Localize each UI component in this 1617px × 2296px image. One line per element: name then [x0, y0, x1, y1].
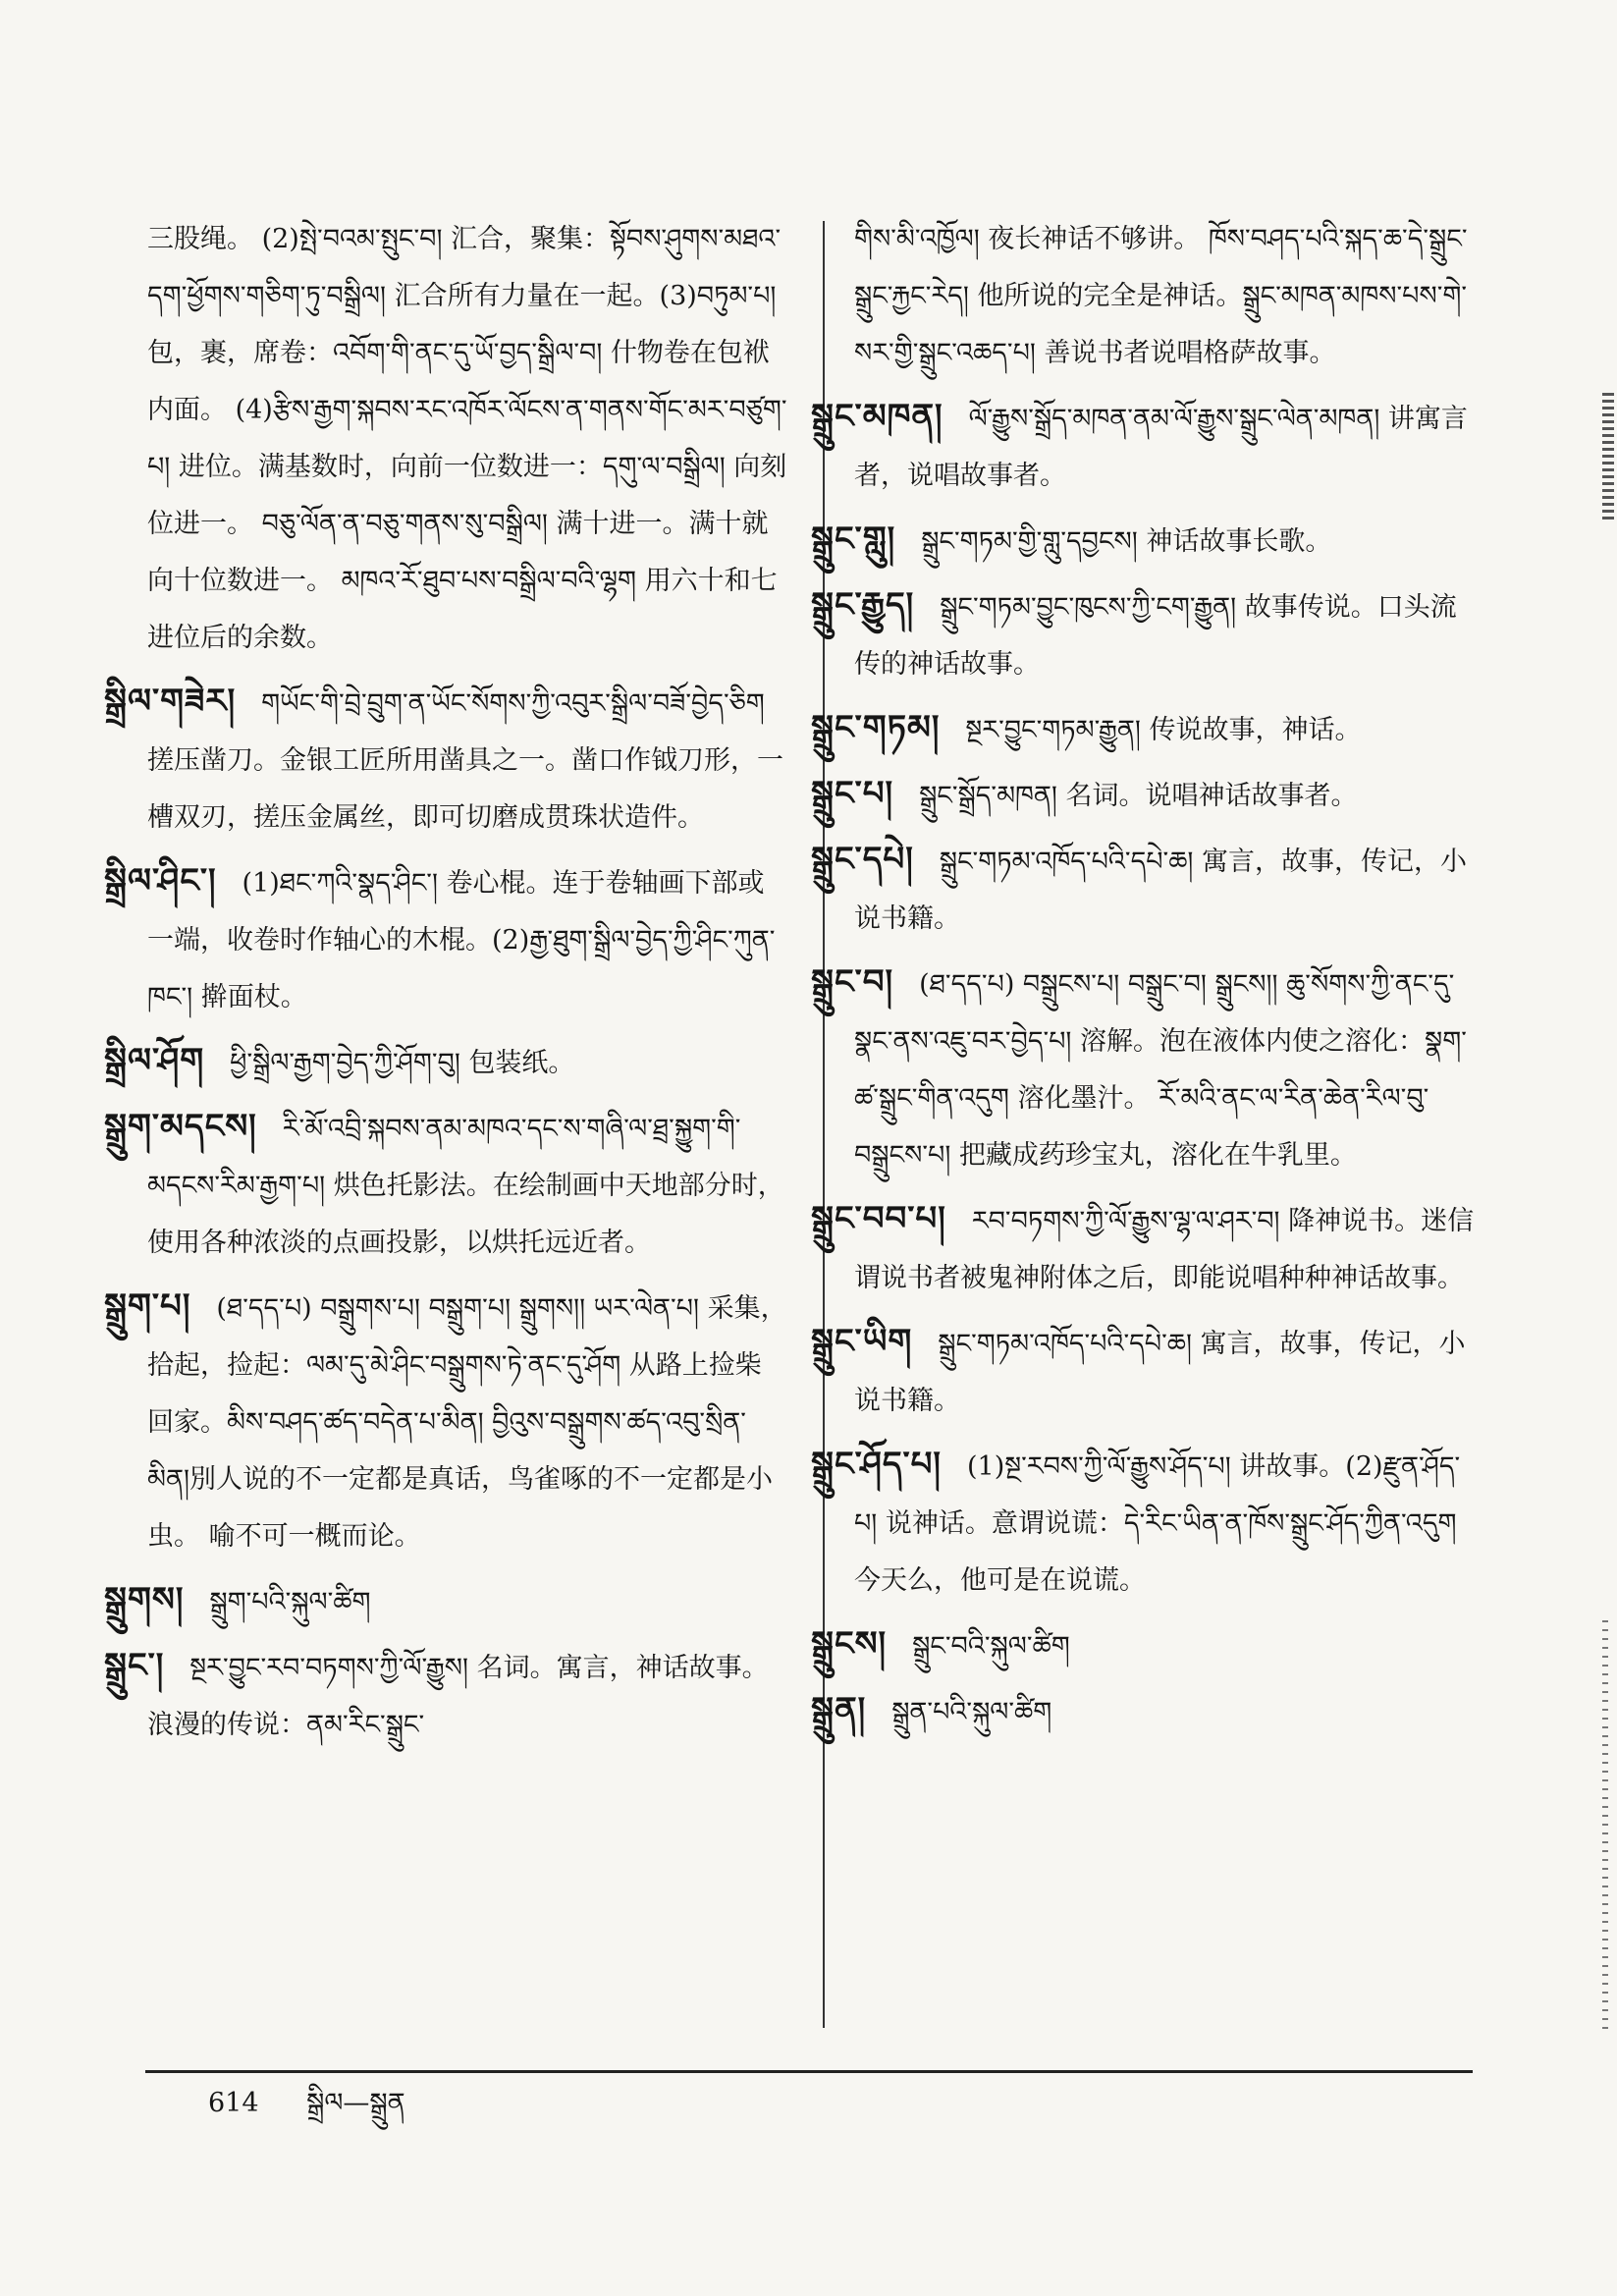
entry-headword: སྒྲུང་དཔེ། [811, 840, 914, 879]
dictionary-entry [104, 1278, 787, 1565]
entry-headword: སྒྲིལ་ཤོག [104, 1041, 205, 1080]
entry-definition: སྒྲུང་གཏམ་འཁོད་པའི་དཔེ་ཆ། 寓言，故事，传记，小说书籍。 [854, 847, 1467, 934]
dictionary-entry [811, 1436, 1482, 1610]
entry-headword: སྒྲུངས། [811, 1624, 888, 1664]
entry-definition: རབ་བཏགས་ཀྱི་ལོ་རྒྱུས་ལྷ་ལ་ཤར་བ། 降神说书。迷信谓说书者被鬼神附体之后，即能说唱种种神话故事。 [854, 1206, 1475, 1293]
entry-definition: གིས་མི་འཁྱོལ། 夜长神话不够讲。 ཁོས་བཤད་པའི་སྐད་ཆ་དེ་སྒྲུང་སྒྲུང་རྐྱང་རེད། 他所说的完全是神话。སྒྲུང་མཁན་མཁས་པས་གེ་སར་གྱི་སྒྲུང་འཆད་པ། 善说书者说唱格萨故事。 [854, 224, 1468, 368]
dictionary-entry [811, 831, 1482, 948]
dictionary-entry [147, 211, 787, 667]
dictionary-entry [811, 1313, 1482, 1430]
entry-headword: སྒྲུག་པ། [104, 1286, 191, 1326]
entry-definition: སྒྲུང་བའི་སྐུལ་ཚིག [912, 1631, 1070, 1662]
dictionary-entry [811, 1615, 1482, 1675]
entry-definition: (ཐ་དད་པ) བསྒྲུགས་པ། བསྒྲུག་པ། སྒྲུགས།། ཡར་ལེན་པ། 采集，拾起，捡起：ལམ་དུ་མེ་ཤིང་བསྒྲུགས་ཏེ་ནང་དུ་ཤོག 从路上捡柴回家。མིས་བཤད་ཚད་བདེན་པ་མིན། བྱིའུས་བསྒྲུགས་ཚད་འབུ་སྲིན་མིན།別人说的不一定都是真话，鸟雀啄的不一定都是小虫。 喻不可一概而论。 [147, 1293, 787, 1552]
dictionary-entry [104, 1571, 787, 1631]
dictionary-entry [104, 673, 787, 847]
entry-definition: (ཐ་དད་པ) བསྒྲུངས་པ། བསྒྲུང་བ། སྒྲུངས།། ཆུ་སོགས་ཀྱི་ནང་དུ་སྣང་ནས་འཇུ་བར་བྱེད་པ། 溶解。泡在液体内使之溶化：སྣག་ཚ་སྒྲུང་གིན་འདུག 溶化墨汁。 རོ་མའི་ནང་ལ་རིན་ཆེན་རིལ་བུ་བསྒྲུངས་པ། 把藏成药珍宝丸，溶化在牛乳里。 [854, 969, 1467, 1171]
entry-definition: ལོ་རྒྱུས་སྒྲོད་མཁན་ནམ་ལོ་རྒྱུས་སྒྲུང་ལེན་མཁན། 讲寓言者，说唱故事者。 [854, 404, 1468, 491]
entry-headword: སྒྲུང་། [104, 1646, 165, 1685]
entry-definition: སྔར་བྱུང་གཏམ་རྒྱུན། 传说故事，神话。 [965, 715, 1362, 745]
entry-headword: སྒྲུང་ཤོད་པ། [811, 1445, 942, 1484]
entry-definition: སྒྲུང་སྒྲོད་མཁན། 名词。说唱神话故事者。 [919, 781, 1358, 811]
entry-headword: སྒྲུང་བབ་པ། [811, 1199, 946, 1238]
entry-definition: (1)སྔ་རབས་ཀྱི་ལོ་རྒྱུས་ཤོད་པ། 讲故事。(2)རྫུན་ཤོད་པ། 说神话。意谓说谎：དེ་རིང་ཡིན་ན་ཁོས་སྒྲུང་ཤོད་ཀྱིན་འདུག 今天么，他可是在说谎。 [854, 1451, 1461, 1596]
entry-definition: 三股绳。 (2)སྤེ་བའམ་སྤུང་བ། 汇合，聚集：སྟོབས་ཤུགས་མཐའ་དག་ཕྱོགས་གཅིག་ཏུ་བསྒྲིལ། 汇合所有力量在一起。(3)བཏུམ་པ། 包，裹，席卷：འབོག་གི་ནང་དུ་ཡོ་བྱད་སྒྲིལ་བ། 什物卷在包袱内面。 (4)རྩིས་རྒྱག་སྐབས་རང་འཁོར་ལོངས་ན་གནས་གོང་མར་བཙུག་པ། 进位。满基数时，向前一位数进一：དགུ་ལ་བསྒྲིལ། 向刻位进一。 བཅུ་ལོན་ན་བཅུ་གནས་སུ་བསྒྲིལ། 满十进一。满十就向十位数进一。 མཁའ་རོ་ཐུབ་པས་བསྒྲིལ་བའི་ལྷག 用六十和七进位后的余数。 [147, 224, 787, 653]
entry-headword: སྒྲུང་མཁན། [811, 397, 943, 436]
dictionary-entry [811, 699, 1482, 759]
margin-scan-marks [1602, 393, 1614, 520]
entry-headword: སྒྲུང་གླུ། [811, 519, 896, 559]
dictionary-entry [811, 1681, 1482, 1741]
dictionary-entry [104, 852, 787, 1026]
dictionary-entry [104, 1032, 787, 1092]
entry-definition: སྒྲུང་གཏམ་བྱུང་ཁུངས་ཀྱི་ངག་རྒྱུན། 故事传说。口头流传的神话故事。 [854, 592, 1457, 680]
page-footer [208, 2084, 405, 2123]
entry-definition: སྒྲུང་གཏམ་འཁོད་པའི་དཔེ་ཆ། 寓言，故事，传记，小说书籍。 [854, 1329, 1466, 1416]
entry-definition: གཡོང་གི་བྲེ་བྲུག་ན་ཡོང་སོགས་ཀྱི་འབུར་སྒྲིལ་བཟོ་བྱེད་ཅིག 搓压凿刀。金银工匠所用凿具之一。凿口作钺刀形，一槽双刃，搓压金属丝，即可切磨成贯珠状造件。 [147, 688, 783, 833]
dictionary-entry [811, 576, 1482, 693]
entry-headword: སྒྲུང་པ། [811, 774, 894, 813]
dictionary-entry [854, 211, 1482, 382]
entry-definition: (1)ཐང་ཀའི་སྣད་ཤིང་། 卷心棍。连于卷轴画下部或一端，收卷时作轴心的木棍。(2)རྒྱ་ཐུག་སྒྲིལ་བྱེད་ཀྱི་ཤིང་ཀུན་ཁང་། 擀面杖。 [147, 868, 776, 1012]
dictionary-entry [811, 954, 1482, 1184]
dictionary-entry [811, 511, 1482, 571]
entry-definition: སྒྲུན་པའི་སྐུལ་ཚིག [891, 1697, 1052, 1727]
entry-headword: སྒྲུང་གཏམ། [811, 708, 941, 747]
entry-headword: སྒྲུགས། [104, 1580, 185, 1619]
dictionary-entry [811, 765, 1482, 825]
left-column [104, 211, 787, 1754]
dictionary-entry [104, 1098, 787, 1272]
right-column [811, 211, 1482, 1741]
dictionary-entry [104, 1637, 787, 1754]
column-divider [823, 221, 825, 2028]
page-number: 614 [208, 2088, 259, 2118]
entry-definition: རི་མོ་འབྲི་སྐབས་ནམ་མཁའ་དང་ས་གཞི་ལ་ཐྲ་སྐྱུག་གི་མདངས་རིམ་རྒྱག་པ། 烘色托影法。在绘制画中天地部分时，使用各种浓淡的点画投影，以烘托远近者。 [147, 1114, 784, 1258]
entry-headword: སྒྲུང་རྒྱུད། [811, 585, 915, 625]
entry-definition: སྒྲུང་གཏམ་གྱི་གླུ་དབྱངས། 神话故事长歌。 [921, 526, 1332, 557]
entry-headword: སྒྲུན། [811, 1690, 867, 1729]
entry-definition: སྔར་བྱུང་རབ་བཏགས་ཀྱི་ལོ་རྒྱུས། 名词。寓言，神话故事。浪漫的传说：ནམ་རིང་སྒྲུང་ [147, 1653, 769, 1740]
entry-headword: སྒྲུང་ཡིག [811, 1322, 913, 1361]
footer-rule [145, 2070, 1473, 2073]
page-range: སྒྲིལ—སྒྲུན [306, 2088, 405, 2118]
entry-headword: སྒྲུག་མདངས། [104, 1107, 257, 1146]
entry-headword: སྒྲིལ་གཟེར། [104, 682, 237, 721]
entry-headword: སྒྲུང་བ། [811, 962, 894, 1002]
entry-headword: སྒྲིལ་ཤིང་། [104, 861, 217, 901]
dictionary-entry [811, 388, 1482, 505]
dictionary-entry [811, 1190, 1482, 1307]
margin-scan-marks [1602, 1620, 1608, 2033]
entry-definition: ཕྱི་སྒྲིལ་རྒྱག་བྱེད་ཀྱི་ཤོག་བུ། 包装纸。 [230, 1048, 575, 1078]
entry-definition: སྒྲུག་པའི་སྐུལ་ཚིག [209, 1587, 371, 1617]
